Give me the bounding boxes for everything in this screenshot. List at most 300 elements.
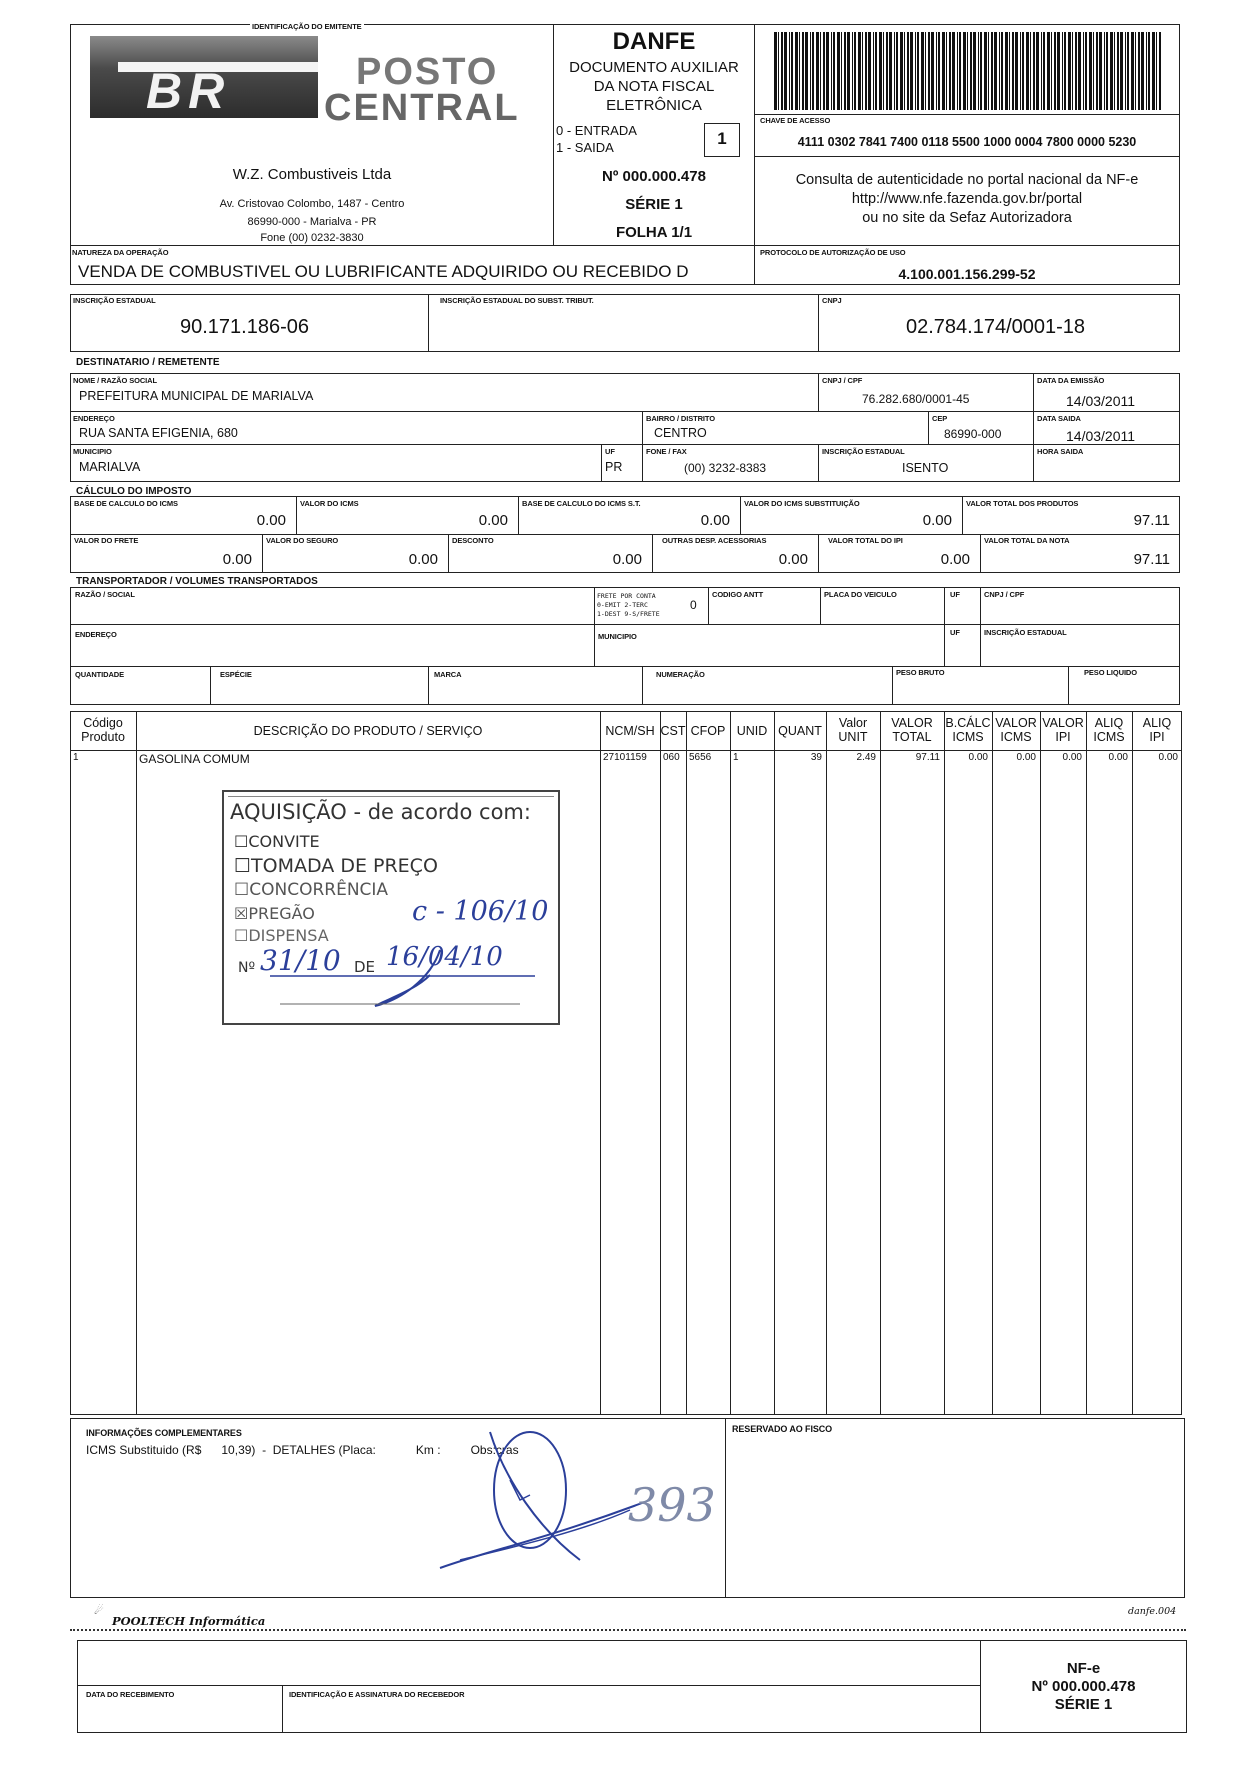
- transp-frete-label2: 0-EMIT 2-TERC: [597, 601, 648, 609]
- barcode-bar: [791, 32, 793, 110]
- barcode-bar: [875, 32, 877, 110]
- dest-municipio: MARIALVA: [79, 460, 141, 474]
- barcode-bar: [854, 32, 856, 110]
- dest-div-cep: [928, 411, 929, 444]
- produtos-cell: 27101159: [603, 752, 647, 763]
- barcode-bar: [1085, 32, 1087, 110]
- emitente-section-label: IDENTIFICAÇÃO DO EMITENTE: [252, 22, 362, 31]
- barcode-bar: [896, 32, 898, 110]
- stamp-checkbox-concorrencia: ☐: [234, 880, 250, 900]
- barcode-bar: [1068, 32, 1071, 110]
- cnpj-label: CNPJ: [822, 296, 842, 305]
- dest-ie: ISENTO: [902, 461, 949, 475]
- dest-hora-label: HORA SAIDA: [1037, 447, 1084, 456]
- barcode-bar: [1141, 32, 1144, 110]
- handwritten-number: 393: [628, 1478, 716, 1532]
- dest-bairro: CENTRO: [654, 426, 707, 440]
- transp-marca-label: MARCA: [434, 670, 462, 679]
- transp-uf-label: UF: [950, 590, 960, 599]
- barcode-bar: [1089, 32, 1092, 110]
- barcode-bar: [959, 32, 961, 110]
- dest-cnpj: 76.282.680/0001-45: [862, 392, 970, 406]
- canhoto-nfe: NF-e: [1066, 1660, 1101, 1677]
- dest-emissao-label: DATA DA EMISSÃO: [1037, 376, 1105, 385]
- imposto-r2-value: 0.00: [940, 551, 970, 568]
- barcode-bar: [1005, 32, 1008, 110]
- barcode-bar: [886, 32, 888, 110]
- ie-st-label: INSCRIÇÃO ESTADUAL DO SUBST. TRIBUT.: [440, 296, 594, 305]
- canhoto-data-label: DATA DO RECEBIMENTO: [86, 1690, 175, 1699]
- barcode: [774, 32, 1164, 110]
- barcode-bar: [1146, 32, 1147, 110]
- barcode-bar: [826, 32, 829, 110]
- barcode-bar: [1135, 32, 1136, 110]
- dest-fone-label: FONE / FAX: [646, 447, 687, 456]
- transp-razao-label: RAZÃO / SOCIAL: [75, 590, 135, 599]
- transp-pesol-label: PESO LIQUIDO: [1084, 668, 1137, 677]
- stamp-concorrencia: [234, 880, 388, 900]
- barcode-bar: [907, 32, 909, 110]
- dest-saida: 14/03/2011: [1066, 428, 1136, 444]
- imposto-r1-value: 97.11: [1133, 512, 1170, 529]
- produtos-cell: 1: [733, 752, 739, 763]
- produtos-cell: GASOLINA COMUM: [139, 752, 250, 766]
- imposto-r1-label: VALOR TOTAL DOS PRODUTOS: [966, 499, 1079, 508]
- barcode-bar: [994, 32, 997, 110]
- barcode-bar: [991, 32, 993, 110]
- barcode-bar: [1015, 32, 1018, 110]
- produtos-header-4: CFOP: [690, 724, 726, 738]
- protocolo-label: PROTOCOLO DE AUTORIZAÇÃO DE USO: [760, 248, 906, 257]
- barcode-bar: [946, 32, 947, 110]
- transp-row-line-2: [70, 666, 1180, 667]
- barcode-bar: [1043, 32, 1045, 110]
- barcode-bar: [1026, 32, 1029, 110]
- barcode-bar: [978, 32, 979, 110]
- barcode-bar: [1120, 32, 1123, 110]
- dest-uf: PR: [605, 460, 623, 474]
- barcode-bar: [1110, 32, 1113, 110]
- produtos-header-line: [70, 750, 1182, 751]
- barcode-bar: [883, 32, 884, 110]
- produtos-cell: 0.00: [1158, 752, 1178, 763]
- barcode-bar: [1131, 32, 1134, 110]
- imposto-r2-value: 97.11: [1133, 551, 1170, 568]
- chave-value: 4111 0302 7841 7400 0118 5500 1000 0004 7800 0000 5230: [797, 135, 1137, 149]
- info-text: ICMS Substituido (R$ 10,39) - DETALHES (Placa: Km : Obs:cras: [86, 1443, 519, 1457]
- barcode-bar: [1117, 32, 1119, 110]
- barcode-bar: [844, 32, 846, 110]
- emitente-phone: Fone (00) 0232-3830: [260, 232, 364, 244]
- fisco-label: RESERVADO AO FISCO: [732, 1424, 833, 1434]
- dest-row-line-1: [70, 411, 1180, 412]
- pooltech-label: POOLTECH Informática: [112, 1614, 266, 1628]
- danfe-title: DANFE: [612, 28, 696, 55]
- barcode-bar: [984, 32, 987, 110]
- canhoto-assinatura-label: IDENTIFICAÇÃO E ASSINATURA DO RECEBEDOR: [289, 1690, 465, 1699]
- barcode-bar: [1083, 32, 1084, 110]
- barcode-bar: [1096, 32, 1098, 110]
- stamp-convite: [234, 832, 320, 851]
- barcode-bar: [1078, 32, 1081, 110]
- imposto-r2-value: 0.00: [612, 551, 642, 568]
- emitente-address2: 86990-000 - Marialva - PR: [247, 216, 377, 228]
- produtos-cell: 39: [810, 752, 822, 763]
- produtos-cell: 0.00: [1016, 752, 1036, 763]
- barcode-bar: [936, 32, 937, 110]
- barcode-bar: [900, 32, 903, 110]
- barcode-bar: [1054, 32, 1056, 110]
- barcode-bar: [931, 32, 934, 110]
- transportador-section-label: TRANSPORTADOR / VOLUMES TRANSPORTADOS: [76, 576, 318, 587]
- stamp-data-value: 16/04/10: [386, 942, 503, 972]
- barcode-bar: [999, 32, 1000, 110]
- inscricao-div-1: [428, 294, 429, 352]
- barcode-bar: [1051, 32, 1052, 110]
- barcode-bar: [1127, 32, 1129, 110]
- barcode-bar: [862, 32, 863, 110]
- dest-div-cnpj: [818, 373, 819, 411]
- produtos-header-2: NCM/SH: [605, 724, 655, 738]
- produtos-col-divider: [880, 711, 881, 1415]
- imposto-r1-value: 0.00: [700, 512, 730, 529]
- barcode-bar: [810, 32, 811, 110]
- barcode-bar: [833, 32, 835, 110]
- produtos-header-11: VALOR IPI: [1042, 716, 1084, 744]
- imposto-r2-label: VALOR DO FRETE: [74, 536, 139, 545]
- transp-div-marca: [428, 666, 429, 705]
- chave-divider-1: [754, 114, 1180, 115]
- transp-frete-value: 0: [690, 598, 697, 612]
- imposto-r1-label: VALOR DO ICMS SUBSTITUIÇÃO: [744, 499, 860, 508]
- transp-uf2-label: UF: [950, 628, 960, 637]
- dest-endereco-label: ENDEREÇO: [73, 414, 115, 423]
- produtos-cell: 0.00: [1108, 752, 1128, 763]
- barcode-bar: [967, 32, 968, 110]
- danfe-serie: SÉRIE 1: [625, 196, 683, 213]
- barcode-bar: [852, 32, 853, 110]
- imposto-section-label: CÁLCULO DO IMPOSTO: [76, 486, 192, 497]
- imposto-r1-label: BASE DE CALCULO DO ICMS S.T.: [522, 499, 641, 508]
- barcode-bar: [812, 32, 814, 110]
- dest-div-bairro: [642, 411, 643, 444]
- dest-fone: (00) 3232-8383: [684, 461, 767, 475]
- stamp-checkbox-pregao: ☒: [234, 904, 249, 923]
- transp-frete-label1: FRETE POR CONTA: [597, 592, 656, 600]
- canhoto-row-line: [77, 1685, 981, 1686]
- barcode-bar: [952, 32, 955, 110]
- imposto-r1-value: 0.00: [256, 512, 286, 529]
- barcode-bar: [781, 32, 783, 110]
- barcode-bar: [942, 32, 945, 110]
- barcode-bar: [894, 32, 895, 110]
- natureza-label: NATUREZA DA OPERAÇÃO: [72, 248, 169, 257]
- stamp-numero-value: 31/10: [260, 944, 341, 977]
- transp-placa-label: PLACA DO VEICULO: [824, 590, 897, 599]
- produtos-col-divider: [1040, 711, 1041, 1415]
- barcode-bar: [1009, 32, 1010, 110]
- consulta-line2: http://www.nfe.fazenda.gov.br/portal: [851, 191, 1083, 207]
- logo-mark: BR: [146, 63, 231, 119]
- imposto-r2-label: VALOR TOTAL DA NOTA: [984, 536, 1070, 545]
- transp-div-numeracao: [642, 666, 643, 705]
- produtos-col-divider: [1086, 711, 1087, 1415]
- stamp-dispensa-label: DISPENSA: [248, 926, 329, 945]
- canhoto-box: [77, 1640, 981, 1733]
- dest-nome-label: NOME / RAZÃO SOCIAL: [73, 376, 157, 385]
- imposto-r1-value: 0.00: [478, 512, 508, 529]
- barcode-bar: [925, 32, 926, 110]
- barcode-bar: [1001, 32, 1003, 110]
- imposto-r1-label: VALOR DO ICMS: [300, 499, 359, 508]
- dest-cep: 86990-000: [944, 427, 1002, 441]
- barcode-bar: [789, 32, 790, 110]
- stamp-checkbox-dispensa: ☐: [234, 926, 249, 945]
- danfe-subtitle1: DOCUMENTO AUXILIAR: [569, 59, 739, 76]
- canhoto-div: [282, 1685, 283, 1733]
- dest-ie-label: INSCRIÇÃO ESTADUAL: [822, 447, 905, 456]
- canhoto-numero: Nº 000.000.478: [1031, 1678, 1136, 1695]
- barcode-bar: [1022, 32, 1024, 110]
- dest-emissao: 14/03/2011: [1066, 393, 1136, 409]
- stamp-signature-scribble: [250, 940, 550, 1020]
- produtos-header-1: DESCRIÇÃO DO PRODUTO / SERVIÇO: [253, 724, 483, 738]
- produtos-header-12: ALIQ ICMS: [1093, 716, 1125, 744]
- barcode-bar: [1156, 32, 1157, 110]
- transp-div-placa: [820, 587, 821, 624]
- barcode-bar: [1106, 32, 1108, 110]
- stamp-pregao: [234, 904, 315, 923]
- barcode-bar: [799, 32, 800, 110]
- transp-div-uf: [944, 587, 945, 666]
- stamp-checkbox-convite: ☐: [234, 832, 249, 851]
- barcode-bar: [820, 32, 821, 110]
- transp-especie-label: ESPÉCIE: [220, 670, 252, 679]
- imposto-r2-label: DESCONTO: [452, 536, 494, 545]
- dest-div-emissao: [1033, 373, 1034, 482]
- dest-div-ie: [818, 444, 819, 482]
- transp-numeracao-label: NUMERAÇÃO: [656, 670, 705, 679]
- barcode-bar: [1148, 32, 1150, 110]
- produtos-header-7: Valor UNIT: [838, 716, 868, 744]
- barcode-bar: [1036, 32, 1039, 110]
- barcode-bar: [1152, 32, 1155, 110]
- barcode-bar: [873, 32, 874, 110]
- produtos-col-divider: [686, 711, 687, 1415]
- produtos-header-13: ALIQ IPI: [1142, 716, 1172, 744]
- transp-div-pesol: [1068, 666, 1069, 705]
- barcode-bar: [1020, 32, 1021, 110]
- imposto-r2-value: 0.00: [778, 551, 808, 568]
- barcode-bar: [889, 32, 892, 110]
- dest-row-line-2: [70, 444, 1180, 445]
- danfe-entrada: 0 - ENTRADA: [556, 123, 637, 138]
- produtos-col-divider: [730, 711, 731, 1415]
- stamp-checkbox-tomada: ☐: [234, 855, 252, 877]
- barcode-bar: [949, 32, 951, 110]
- imposto-r2-value: 0.00: [222, 551, 252, 568]
- barcode-bar: [1159, 32, 1161, 110]
- transp-quantidade-label: QUANTIDADE: [75, 670, 124, 679]
- barcode-bar: [841, 32, 842, 110]
- produtos-header-9: B.CÁLC ICMS: [945, 716, 991, 744]
- barcode-bar: [1104, 32, 1105, 110]
- barcode-bar: [1093, 32, 1094, 110]
- barcode-bar: [837, 32, 840, 110]
- logo-posto: POSTO: [356, 51, 499, 93]
- stamp-pregao-value: c - 106/10: [412, 896, 549, 927]
- barcode-bar: [970, 32, 972, 110]
- produtos-cell: 2.49: [856, 752, 876, 763]
- barcode-bar: [980, 32, 982, 110]
- barcode-bar: [1072, 32, 1073, 110]
- produtos-cell: 5656: [689, 752, 712, 763]
- danfe-tipo: 1: [717, 129, 727, 148]
- barcode-bar: [963, 32, 966, 110]
- stamp-tomada-label: TOMADA DE PREÇO: [251, 855, 438, 877]
- destinatario-section-label: DESTINATARIO / REMETENTE: [76, 357, 220, 368]
- inscricao-div-2: [818, 294, 819, 352]
- barcode-bar: [823, 32, 825, 110]
- barcode-bar: [816, 32, 819, 110]
- produtos-col-divider: [826, 711, 827, 1415]
- chave-divider-2: [754, 156, 1180, 157]
- imposto-r1-label: BASE DE CALCULO DO ICMS: [74, 499, 178, 508]
- stamp-tomada: [234, 855, 438, 877]
- barcode-bar: [795, 32, 798, 110]
- barcode-bar: [1075, 32, 1077, 110]
- stamp-title: AQUISIÇÃO - de acordo com:: [230, 800, 531, 824]
- transp-row-line-1: [70, 624, 1180, 625]
- consulta-line1: Consulta de autenticidade no portal nacional da NF-e: [795, 172, 1139, 188]
- natureza-value: VENDA DE COMBUSTIVEL OU LUBRIFICANTE ADQUIRIDO OU RECEBIDO D: [78, 262, 689, 281]
- barcode-bar: [910, 32, 913, 110]
- transp-municipio-label: MUNICIPIO: [598, 632, 637, 641]
- imposto-r2-value: 0.00: [408, 551, 438, 568]
- transp-ie-label: INSCRIÇÃO ESTADUAL: [984, 628, 1067, 637]
- chave-label: CHAVE DE ACESSO: [760, 116, 831, 125]
- barcode-bar: [917, 32, 919, 110]
- barcode-bar: [1033, 32, 1035, 110]
- produtos-header-10: VALOR ICMS: [995, 716, 1037, 744]
- transp-div-frete: [594, 587, 595, 666]
- barcode-bar: [904, 32, 905, 110]
- danfe-subtitle2: DA NOTA FISCAL: [593, 78, 715, 95]
- dest-uf-label: UF: [605, 447, 615, 456]
- produtos-cell: 060: [663, 752, 680, 763]
- stamp-convite-label: CONVITE: [248, 832, 320, 851]
- dest-div-uf: [601, 444, 602, 482]
- barcode-bar: [1030, 32, 1031, 110]
- barcode-bar: [831, 32, 832, 110]
- danfe-subtitle3: ELETRÔNICA: [606, 97, 702, 114]
- transp-endereco-label: ENDEREÇO: [75, 630, 117, 639]
- imposto-r1-value: 0.00: [922, 512, 952, 529]
- danfe-numero: Nº 000.000.478: [602, 168, 706, 185]
- stamp-concorrencia-label: CONCORRÊNCIA: [249, 880, 389, 900]
- dest-endereco: RUA SANTA EFIGENIA, 680: [79, 426, 238, 440]
- produtos-col-divider: [600, 711, 601, 1415]
- dest-div-fone: [642, 444, 643, 482]
- transp-antt-label: CODIGO ANTT: [712, 590, 764, 599]
- produtos-col-divider: [992, 711, 993, 1415]
- pooltech-icon: ☄: [94, 1605, 104, 1617]
- imposto-r2-label: VALOR TOTAL DO IPI: [828, 536, 903, 545]
- ie-label: INSCRIÇÃO ESTADUAL: [73, 296, 156, 305]
- barcode-bar: [868, 32, 871, 110]
- emitente-name: W.Z. Combustiveis Ltda: [232, 166, 392, 183]
- cnpj-value: 02.784.174/0001-18: [906, 316, 1086, 338]
- barcode-bar: [1114, 32, 1115, 110]
- produtos-cell: 1: [73, 752, 79, 763]
- transp-div-antt: [708, 587, 709, 624]
- produtos-header-0: Código Produto: [81, 716, 125, 744]
- produtos-col-divider: [1132, 711, 1133, 1415]
- stamp-numero-prefix: Nº: [238, 960, 256, 976]
- barcode-bar: [1047, 32, 1050, 110]
- barcode-bar: [928, 32, 930, 110]
- imposto-r2-label: VALOR DO SEGURO: [266, 536, 339, 545]
- danfe-saida: 1 - SAIDA: [556, 140, 614, 155]
- danfe-code: danfe.004: [1128, 1606, 1177, 1617]
- barcode-bar: [957, 32, 958, 110]
- barcode-bar: [1041, 32, 1042, 110]
- barcode-bar: [1099, 32, 1102, 110]
- barcode-bar: [1057, 32, 1060, 110]
- dest-saida-label: DATA SAIDA: [1037, 414, 1081, 423]
- dest-nome: PREFEITURA MUNICIPAL DE MARIALVA: [79, 389, 314, 403]
- produtos-header-6: QUANT: [778, 724, 822, 738]
- barcode-bar: [1012, 32, 1014, 110]
- barcode-bar: [1062, 32, 1063, 110]
- transp-pesob-label: PESO BRUTO: [896, 668, 945, 677]
- dest-cnpj-label: CNPJ / CPF: [822, 376, 863, 385]
- br-logo: [90, 36, 318, 118]
- imposto-row-line: [70, 534, 1180, 535]
- dest-municipio-label: MUNICIPIO: [73, 447, 112, 456]
- danfe-folha: FOLHA 1/1: [615, 224, 693, 241]
- stamp-pregao-label: PREGÃO: [248, 904, 315, 923]
- produtos-cell: 0.00: [1062, 752, 1082, 763]
- produtos-col-divider: [944, 711, 945, 1415]
- barcode-bar: [938, 32, 940, 110]
- barcode-bar: [973, 32, 976, 110]
- consulta-line3: ou no site da Sefaz Autorizadora: [862, 210, 1072, 226]
- transp-div-pesob: [892, 666, 893, 705]
- produtos-cell: 0.00: [968, 752, 988, 763]
- transp-cnpj-label: CNPJ / CPF: [984, 590, 1025, 599]
- barcode-bar: [774, 32, 777, 110]
- produtos-header-5: UNID: [736, 724, 768, 738]
- barcode-bar: [988, 32, 989, 110]
- fisco-box: [725, 1418, 1185, 1598]
- dest-bairro-label: BAIRRO / DISTRITO: [646, 414, 715, 423]
- transp-frete-label3: 1-DEST 9-S/FRETE: [597, 610, 660, 618]
- barcode-bar: [1138, 32, 1140, 110]
- produtos-header-8: VALOR TOTAL: [891, 716, 933, 744]
- produtos-col-divider: [660, 711, 661, 1415]
- barcode-bar: [915, 32, 916, 110]
- canhoto-serie: SÉRIE 1: [1054, 1696, 1113, 1713]
- barcode-bar: [1064, 32, 1066, 110]
- barcode-bar: [847, 32, 850, 110]
- transp-div-cnpj: [980, 587, 981, 666]
- produtos-col-divider: [774, 711, 775, 1415]
- barcode-bar: [805, 32, 808, 110]
- emitente-address1: Av. Cristovao Colombo, 1487 - Centro: [219, 198, 405, 210]
- barcode-bar: [921, 32, 924, 110]
- barcode-bar: [879, 32, 882, 110]
